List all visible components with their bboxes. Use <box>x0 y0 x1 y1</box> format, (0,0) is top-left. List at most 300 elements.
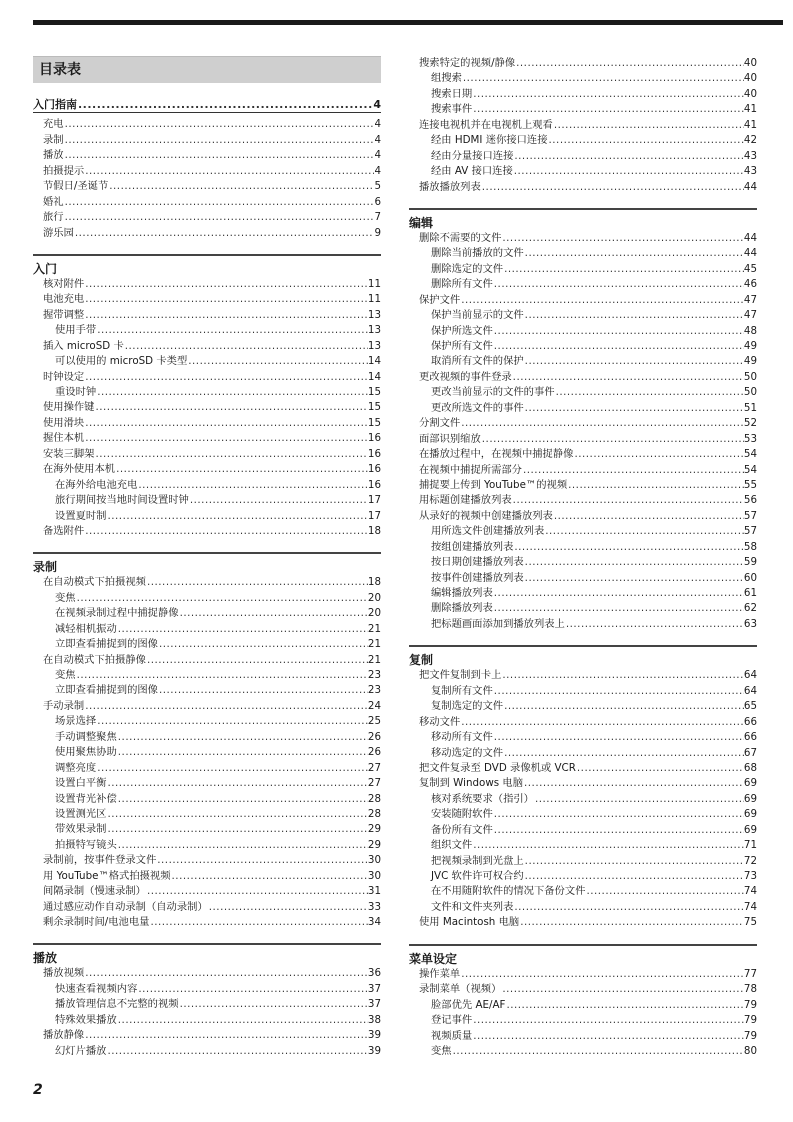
toc-entry-title: 更改视频的事件登录 <box>419 370 512 383</box>
toc-entry[interactable] <box>33 210 381 225</box>
toc-entry-title: 充电 <box>43 118 64 131</box>
dot-leader <box>115 462 368 477</box>
dot-leader <box>156 853 368 868</box>
toc-entry-title: 备份所有文件 <box>431 823 493 836</box>
dot-leader <box>74 226 375 241</box>
toc-entry-page: 15 <box>367 386 381 398</box>
dot-leader <box>505 998 743 1013</box>
toc-entry-title: 设置夏时制 <box>55 509 107 522</box>
toc-entry[interactable] <box>409 277 757 292</box>
toc-entry[interactable] <box>33 416 381 431</box>
toc-entry[interactable] <box>409 432 757 447</box>
toc-entry[interactable] <box>33 400 381 415</box>
toc-entry-page: 49 <box>743 355 757 368</box>
dot-leader <box>189 493 368 508</box>
dot-leader <box>501 982 744 997</box>
dot-leader <box>117 730 368 745</box>
toc-entry-title: 剩余录制时间/电池电量 <box>43 916 150 928</box>
toc-entry[interactable] <box>33 354 381 369</box>
toc-entry-page: 67 <box>743 746 757 759</box>
toc-entry-title: 旅行期间按当地时间设置时钟 <box>55 494 189 507</box>
toc-entry-page: 33 <box>367 900 381 913</box>
toc-entry-page: 16 <box>367 478 381 491</box>
toc-entry[interactable] <box>409 370 757 385</box>
toc-entry[interactable] <box>409 884 757 899</box>
toc-entry-page: 4 <box>374 118 381 131</box>
dot-leader <box>512 370 744 385</box>
toc-entry[interactable] <box>33 195 381 210</box>
toc-entry-page: 74 <box>743 885 757 898</box>
toc-entry-title: 连接电视机并在电视机上观看 <box>419 118 553 131</box>
section-heading: 录制 <box>33 552 381 573</box>
toc-entry[interactable] <box>409 617 757 632</box>
toc-entry[interactable] <box>409 792 757 807</box>
toc-entry[interactable] <box>33 637 381 652</box>
toc-entry-title: 取消所有文件的保护 <box>431 355 524 368</box>
toc-entry[interactable] <box>33 653 381 668</box>
toc-entry-page: 43 <box>743 165 757 178</box>
toc-entry[interactable] <box>33 792 381 807</box>
dot-leader <box>76 668 368 683</box>
toc-entry[interactable] <box>409 915 757 930</box>
toc-entry-title: 婚礼 <box>43 195 64 208</box>
toc-entry-title: 录制 <box>43 133 64 146</box>
toc-entry[interactable] <box>409 900 757 915</box>
toc-entry[interactable] <box>409 118 757 133</box>
dot-leader <box>179 606 368 621</box>
dot-leader <box>513 149 744 164</box>
toc-entry-page: 41 <box>743 118 757 131</box>
dot-leader <box>96 323 368 338</box>
toc-entry[interactable] <box>33 761 381 776</box>
toc-entry-title: 移动所有文件 <box>431 731 493 744</box>
toc-entry[interactable] <box>33 339 381 354</box>
toc-entry-title: 特殊效果播放 <box>55 1013 117 1026</box>
dot-leader <box>460 416 744 431</box>
toc-entry-title: 搜索事件 <box>431 103 473 116</box>
toc-entry-title: 保护所选文件 <box>431 324 493 337</box>
toc-entry[interactable] <box>409 807 757 822</box>
toc-entry-title: 备选附件 <box>43 524 85 537</box>
toc-entry[interactable] <box>33 575 381 590</box>
toc-entry-page: 36 <box>367 967 381 980</box>
toc-entry[interactable] <box>409 354 757 369</box>
toc-entry[interactable] <box>409 699 757 714</box>
dot-leader <box>481 432 744 447</box>
toc-entry[interactable] <box>33 606 381 621</box>
toc-entry-title: 带效果录制 <box>55 823 107 836</box>
toc-entry[interactable] <box>33 179 381 194</box>
toc-entry-page: 23 <box>367 669 381 681</box>
toc-entry-title: 拍摄特写镜头 <box>55 838 117 851</box>
dot-leader <box>96 714 368 729</box>
toc-entry-page: 57 <box>743 525 757 538</box>
dot-leader <box>84 416 368 431</box>
toc-section <box>33 552 381 930</box>
toc-entry-title: 捕捉要上传到 YouTube™的视频 <box>419 478 568 491</box>
toc-entry-page: 5 <box>374 180 381 193</box>
toc-entry[interactable] <box>409 293 757 308</box>
toc-entry[interactable] <box>33 869 381 884</box>
toc-entry[interactable] <box>33 591 381 606</box>
toc-entry-title: 视频质量 <box>431 1029 473 1042</box>
section-heading[interactable] <box>33 97 381 113</box>
toc-entry[interactable] <box>33 277 381 292</box>
toc-entry-title: 删除所有文件 <box>431 278 493 291</box>
dot-leader <box>64 133 375 148</box>
toc-entry[interactable] <box>409 493 757 508</box>
toc-entry[interactable] <box>33 900 381 915</box>
toc-entry-page: 79 <box>743 1029 757 1042</box>
dot-leader <box>117 1013 368 1028</box>
toc-entry-title: 分割文件 <box>419 417 461 430</box>
toc-entry-page: 6 <box>374 195 381 208</box>
toc-entry[interactable] <box>409 998 757 1013</box>
toc-entry[interactable] <box>409 164 757 179</box>
toc-entry[interactable] <box>409 56 757 71</box>
toc-entry-page: 4 <box>374 133 381 146</box>
toc-entry-page: 60 <box>743 571 757 584</box>
toc-entry-page: 16 <box>367 447 381 460</box>
dot-leader <box>524 354 744 369</box>
toc-entry[interactable] <box>409 71 757 86</box>
dot-leader <box>96 385 368 400</box>
toc-entry[interactable] <box>409 385 757 400</box>
toc-entry-title: 搜索特定的视频/静像 <box>419 57 516 69</box>
toc-entry-page: 74 <box>743 900 757 913</box>
dot-leader <box>472 1029 744 1044</box>
toc-entry-page: 4 <box>373 98 381 111</box>
toc-entry-page: 66 <box>743 715 757 728</box>
toc-entry-page: 4 <box>374 164 381 177</box>
toc-entry[interactable] <box>409 463 757 478</box>
toc-entry[interactable] <box>33 1013 381 1028</box>
dot-leader <box>460 967 744 982</box>
toc-entry-title: 变焦 <box>431 1044 452 1057</box>
toc-entry-title: 用所选文件创建播放列表 <box>431 525 545 538</box>
dot-leader <box>64 117 375 132</box>
dot-leader <box>117 745 368 760</box>
toc-entry[interactable] <box>33 683 381 698</box>
toc-section <box>33 97 381 241</box>
toc-entry[interactable] <box>33 478 381 493</box>
toc-entry[interactable] <box>33 462 381 477</box>
toc-entry-page: 50 <box>743 370 757 383</box>
dot-leader <box>94 447 367 462</box>
dot-leader <box>452 1044 744 1059</box>
dot-leader <box>534 792 744 807</box>
toc-entry[interactable] <box>409 746 757 761</box>
toc-entry[interactable] <box>409 715 757 730</box>
toc-entry[interactable] <box>33 838 381 853</box>
toc-entry[interactable] <box>33 509 381 524</box>
toc-entry[interactable] <box>409 478 757 493</box>
toc-entry-title: 使用 Macintosh 电脑 <box>419 916 520 929</box>
toc-entry-title: 移动文件 <box>419 715 461 728</box>
dot-leader <box>524 571 744 586</box>
toc-entry[interactable] <box>409 262 757 277</box>
toc-entry[interactable] <box>409 982 757 997</box>
toc-entry-title: 握住本机 <box>43 432 85 445</box>
toc-entry-page: 69 <box>743 777 757 790</box>
toc-entry-title: 保护当前显示的文件 <box>431 309 524 322</box>
toc-entry[interactable] <box>409 1013 757 1028</box>
toc-section <box>409 645 757 930</box>
toc-entry[interactable] <box>409 967 757 982</box>
toc-entry-page: 27 <box>367 777 381 790</box>
toc-entry-title: 变焦 <box>55 591 76 604</box>
toc-entry[interactable] <box>409 180 757 195</box>
toc-entry-page: 30 <box>367 854 381 867</box>
toc-entry-title: 在视频录制过程中捕捉静像 <box>55 607 179 620</box>
toc-entry-page: 13 <box>367 308 381 321</box>
toc-entry[interactable] <box>409 601 757 616</box>
toc-entry[interactable] <box>33 982 381 997</box>
toc-entry-page: 42 <box>743 134 757 147</box>
toc-entry[interactable] <box>33 1028 381 1043</box>
toc-entry-page: 14 <box>367 355 381 368</box>
toc-entry-page: 59 <box>743 556 757 569</box>
toc-entry-title: 搜索日期 <box>431 87 473 100</box>
toc-entry-title: 手动调整聚焦 <box>55 730 117 743</box>
section-heading: 复制 <box>409 645 757 666</box>
toc-entry-title: 把视频录制到光盘上 <box>431 854 524 867</box>
dot-leader <box>513 164 744 179</box>
toc-entry-page: 71 <box>743 839 757 852</box>
toc-entry[interactable] <box>33 164 381 179</box>
toc-entry-page: 40 <box>743 72 757 85</box>
toc-entry-page: 52 <box>743 417 757 430</box>
toc-entry-title: 立即查看捕捉到的图像 <box>55 638 158 651</box>
toc-entry-title: 操作菜单 <box>419 967 461 980</box>
toc-entry-page: 69 <box>743 792 757 805</box>
dot-leader <box>84 966 368 981</box>
toc-entry[interactable] <box>409 524 757 539</box>
toc-entry-page: 24 <box>367 699 381 712</box>
toc-entry[interactable] <box>33 622 381 637</box>
toc-entry-title: 游乐园 <box>43 226 74 239</box>
toc-entry[interactable] <box>409 668 757 683</box>
toc-entry[interactable] <box>409 586 757 601</box>
toc-entry[interactable] <box>409 838 757 853</box>
toc-entry-page: 77 <box>743 967 757 980</box>
toc-entry[interactable] <box>33 431 381 446</box>
toc-entry-page: 21 <box>367 638 381 651</box>
dot-leader <box>146 575 368 590</box>
dot-leader <box>553 118 744 133</box>
toc-entry[interactable] <box>409 416 757 431</box>
toc-entry-page: 75 <box>743 916 757 929</box>
toc-entry-page: 17 <box>367 494 381 507</box>
toc-entry-page: 50 <box>743 386 757 399</box>
toc-entry[interactable] <box>33 699 381 714</box>
dot-leader <box>503 699 744 714</box>
toc-entry-page: 68 <box>743 761 757 774</box>
dot-leader <box>493 730 744 745</box>
toc-entry-page: 69 <box>743 808 757 821</box>
toc-entry-page: 11 <box>367 293 381 306</box>
page-number: 2 <box>33 1082 43 1098</box>
toc-entry[interactable] <box>409 133 757 148</box>
toc-entry-page: 46 <box>743 278 757 291</box>
toc-entry-title: 节假日/圣诞节 <box>43 180 109 193</box>
dot-leader <box>493 807 744 822</box>
toc-entry-page: 13 <box>367 339 381 352</box>
toc-entry[interactable] <box>33 117 381 132</box>
toc-entry[interactable] <box>33 524 381 539</box>
toc-entry-page: 65 <box>743 700 757 713</box>
toc-entry-title: 在视频中捕捉所需部分 <box>419 463 522 476</box>
toc-entry-title: 使用聚焦协助 <box>55 746 117 759</box>
toc-entry[interactable] <box>409 149 757 164</box>
toc-entry-title: 设置测光区 <box>55 807 107 820</box>
toc-entry[interactable] <box>33 1044 381 1059</box>
toc-entry-page: 44 <box>743 231 757 244</box>
toc-entry[interactable] <box>409 87 757 102</box>
toc-entry-title: 文件和文件夹列表 <box>431 900 514 913</box>
dot-leader <box>493 339 744 354</box>
toc-entry[interactable] <box>409 509 757 524</box>
toc-entry-title: 通过感应动作自动录制（自动录制） <box>43 900 208 913</box>
dot-leader <box>493 586 744 601</box>
toc-entry[interactable] <box>409 246 757 261</box>
toc-entry[interactable] <box>33 966 381 981</box>
left-column <box>33 56 381 1072</box>
toc-entry[interactable] <box>33 292 381 307</box>
toc-entry-title: 删除不需要的文件 <box>419 231 502 244</box>
toc-entry-title: 用 YouTube™格式拍摄视频 <box>43 869 171 882</box>
toc-entry-title: 手动录制 <box>43 699 85 712</box>
dot-leader <box>501 668 744 683</box>
dot-leader <box>64 195 375 210</box>
toc-entry[interactable] <box>33 370 381 385</box>
toc-entry[interactable] <box>409 1044 757 1059</box>
toc-entry-title: 更改所选文件的事件 <box>431 401 524 414</box>
toc-entry-page: 78 <box>743 983 757 996</box>
dot-leader <box>117 838 368 853</box>
toc-entry[interactable] <box>33 822 381 837</box>
toc-entry-page: 79 <box>743 1014 757 1027</box>
toc-entry-page: 49 <box>743 340 757 352</box>
toc-entry-title: 时钟设定 <box>43 370 85 383</box>
toc-entry-title: 握带调整 <box>43 308 85 321</box>
toc-entry[interactable] <box>409 776 757 791</box>
dot-leader <box>472 838 744 853</box>
dot-leader <box>481 180 744 195</box>
toc-entry[interactable] <box>409 308 757 323</box>
dot-leader <box>524 869 744 884</box>
toc-entry-title: 核对系统要求（指引） <box>431 792 534 805</box>
dot-leader <box>84 308 368 323</box>
toc-entry[interactable] <box>409 869 757 884</box>
toc-entry[interactable] <box>33 776 381 791</box>
toc-entry[interactable] <box>33 133 381 148</box>
toc-entry[interactable] <box>409 231 757 246</box>
toc-entry-title: 使用操作键 <box>43 401 95 414</box>
toc-entry-page: 72 <box>743 854 757 867</box>
toc-entry[interactable] <box>33 853 381 868</box>
toc-entry[interactable] <box>409 1029 757 1044</box>
toc-entry-title: 复制所有文件 <box>431 684 493 697</box>
toc-entry[interactable] <box>409 571 757 586</box>
dot-leader <box>149 915 367 930</box>
toc-entry[interactable] <box>409 730 757 745</box>
toc-entry-title: 入门指南 <box>33 98 77 111</box>
toc-entry[interactable] <box>409 684 757 699</box>
dot-leader <box>158 683 368 698</box>
toc-entry[interactable] <box>409 761 757 776</box>
toc-entry[interactable] <box>409 854 757 869</box>
toc-entry-page: 38 <box>367 1013 381 1026</box>
toc-entry[interactable] <box>33 493 381 508</box>
dot-leader <box>64 210 375 225</box>
toc-entry[interactable] <box>409 324 757 339</box>
toc-entry-title: 在自动模式下拍摄视频 <box>43 576 146 589</box>
dot-leader <box>106 807 367 822</box>
toc-entry[interactable] <box>409 102 757 117</box>
toc-entry[interactable] <box>409 540 757 555</box>
right-column <box>409 56 757 1072</box>
toc-entry[interactable] <box>409 555 757 570</box>
toc-entry[interactable] <box>33 915 381 930</box>
toc-entry-page: 29 <box>367 823 381 836</box>
toc-entry[interactable] <box>33 668 381 683</box>
dot-leader <box>524 308 744 323</box>
dot-leader <box>524 555 744 570</box>
toc-entry-title: 复制到 Windows 电脑 <box>419 777 523 790</box>
toc-entry[interactable] <box>33 745 381 760</box>
dot-leader <box>96 761 368 776</box>
toc-entry-title: 面部识别缩放 <box>419 432 481 445</box>
toc-entry[interactable] <box>33 323 381 338</box>
dot-leader <box>137 982 368 997</box>
toc-entry[interactable] <box>33 884 381 899</box>
toc-entry-page: 7 <box>374 211 381 224</box>
toc-entry[interactable] <box>33 730 381 745</box>
toc-entry[interactable] <box>33 308 381 323</box>
toc-entry[interactable] <box>33 148 381 163</box>
toc-entry[interactable] <box>33 807 381 822</box>
dot-leader <box>472 87 744 102</box>
toc-entry[interactable] <box>33 447 381 462</box>
dot-leader <box>576 761 744 776</box>
toc-entry[interactable] <box>33 226 381 241</box>
toc-entry[interactable] <box>33 385 381 400</box>
toc-entry-page: 54 <box>743 463 757 476</box>
toc-entry[interactable] <box>33 714 381 729</box>
toc-entry[interactable] <box>409 401 757 416</box>
toc-entry-title: 拍摄提示 <box>43 164 85 177</box>
toc-entry-page: 63 <box>743 617 757 630</box>
toc-entry[interactable] <box>409 339 757 354</box>
toc-entry-page: 45 <box>743 262 757 275</box>
toc-entry[interactable] <box>409 447 757 462</box>
toc-entry-page: 28 <box>367 807 381 820</box>
toc-entry-title: 立即查看捕捉到的图像 <box>55 684 158 697</box>
toc-entry[interactable] <box>33 997 381 1012</box>
toc-entry[interactable] <box>409 823 757 838</box>
toc-entry-page: 21 <box>367 622 381 635</box>
dot-leader <box>106 509 367 524</box>
dot-leader <box>187 354 368 369</box>
toc-entry-title: 在自动模式下拍摄静像 <box>43 653 146 666</box>
dot-leader <box>108 179 374 194</box>
toc-entry-title: 保护文件 <box>419 293 461 306</box>
toc-entry-page: 14 <box>367 370 381 383</box>
toc-entry-page: 64 <box>743 684 757 697</box>
page-title: 目录表 <box>33 56 381 83</box>
toc-section <box>409 56 757 195</box>
